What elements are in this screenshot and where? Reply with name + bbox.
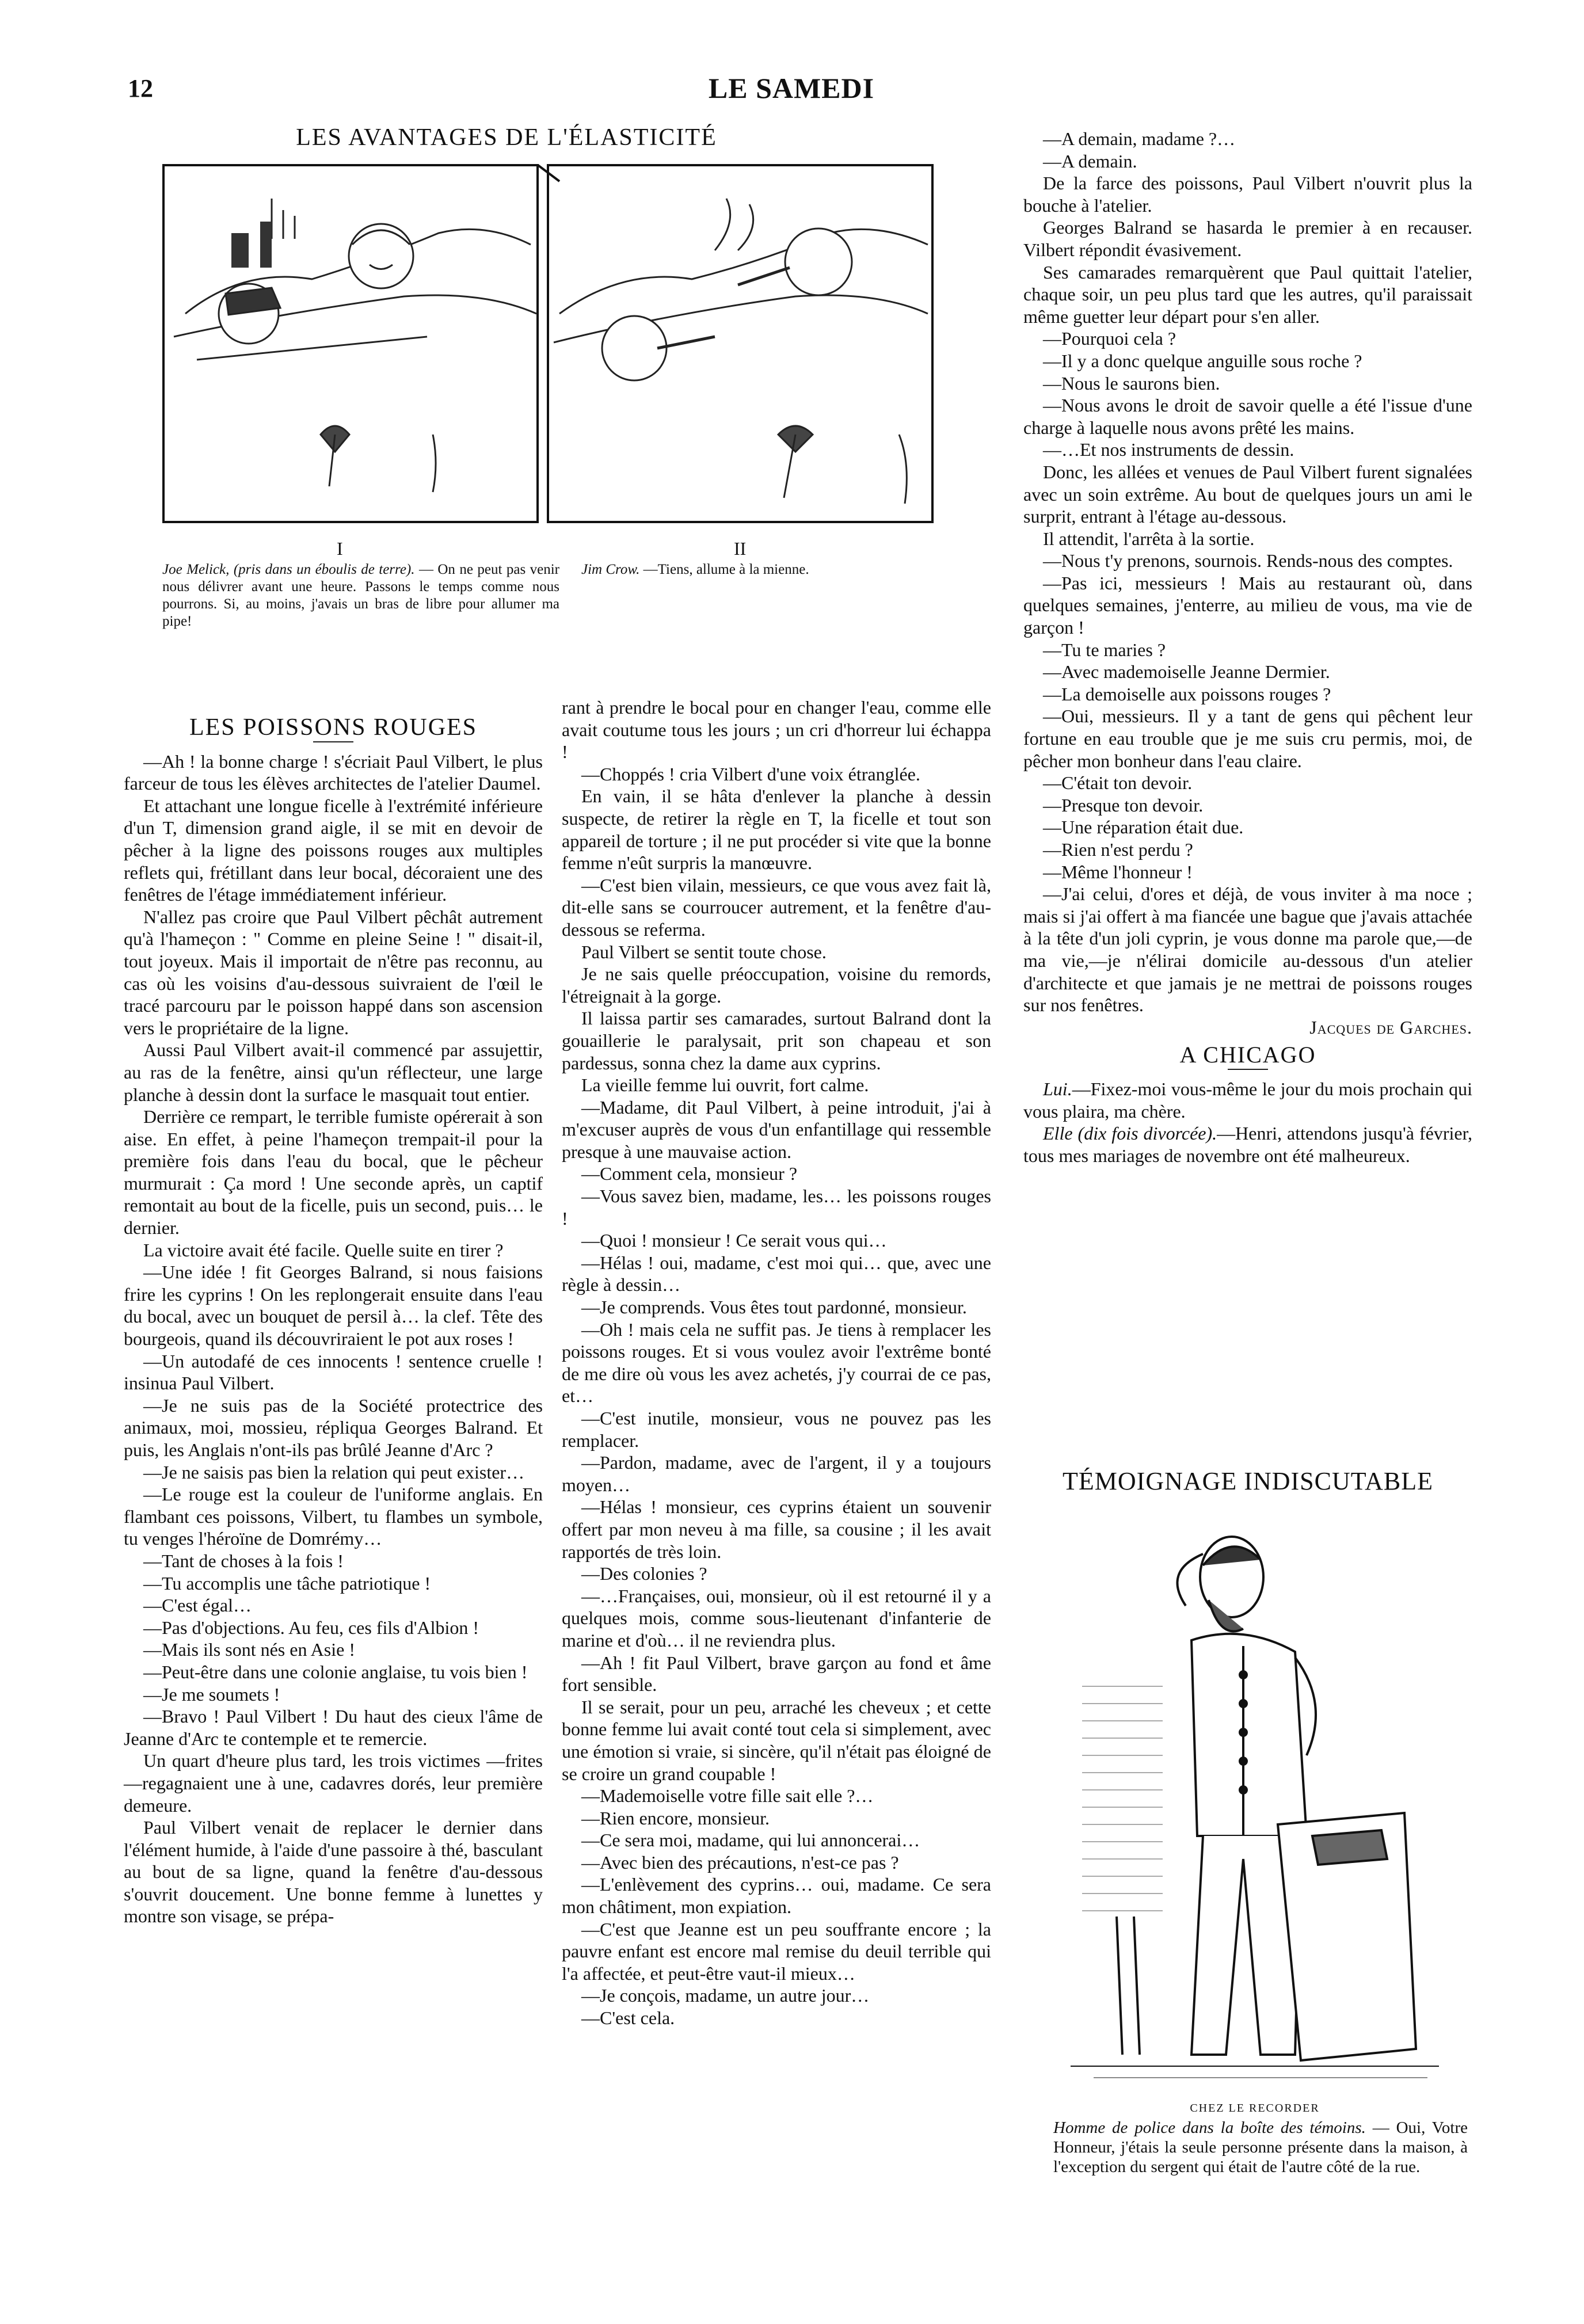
- chicago-line-1: [1023, 1078, 1472, 1122]
- story-paragraph: —Nous le saurons bien.: [1043, 372, 1220, 394]
- story-paragraph: —Oui, messieurs. Il y a tant de gens qui pêchent leur fortune en eau trouble que je me suis cru permis, moi, de pêcher mon bonheur dans l'eau claire.: [1023, 706, 1472, 771]
- story-paragraph: —C'est égal…: [143, 1595, 252, 1616]
- panel-1-numeral: I: [337, 538, 343, 559]
- story-paragraph: —Une idée ! fit Georges Balrand, si nous faisions frire les cyprins ! On les replongerait ensuite dans l'eau du bocal, avec un bouquet de persil à… la clef. Tête des bourgeois, quand ils découvriraient le pot aux roses !: [124, 1262, 543, 1350]
- story-paragraph: —C'est bien vilain, messieurs, ce que vous avez fait là, dit-elle sans se courroucer autrement, et la fenêtre d'au-dessous se referma.: [562, 874, 991, 940]
- story-paragraph: Je ne sais quelle préoccupation, voisine du remords, l'étreignait à la gorge.: [562, 963, 991, 1007]
- story-signature: Jacques de Garches.: [1309, 1016, 1472, 1038]
- story-paragraph: Georges Balrand se hasarda le premier à en recauser. Vilbert répondit évasivement.: [1023, 217, 1472, 260]
- story-paragraph: Paul Vilbert se sentit toute chose.: [581, 941, 827, 962]
- chicago-speaker-1: Lui.: [1043, 1078, 1072, 1099]
- story-paragraph: —…Françaises, oui, monsieur, où il est retourné il y a quelques mois, comme sous-lieutenant d'infanterie de marine et d'où… il ne reviendra plus.: [562, 1585, 991, 1651]
- story-paragraph: —Mais ils sont nés en Asie !: [143, 1639, 355, 1660]
- chicago-speaker-2: Elle (dix fois divorcée).: [1043, 1123, 1217, 1144]
- story-paragraph: —Il y a donc quelque anguille sous roche ?: [1043, 350, 1362, 371]
- story-paragraph: La vieille femme lui ouvrit, fort calme.: [581, 1075, 869, 1096]
- story-paragraph: —Rien n'est perdu ?: [1043, 839, 1193, 860]
- panel-1-speaker: Joe Melick, (pris dans un éboulis de terre).: [162, 562, 415, 577]
- story-paragraph: —Tu accomplis une tâche patriotique !: [143, 1572, 431, 1594]
- story-paragraph: —C'est cela.: [581, 2007, 675, 2029]
- story-paragraph: —Une réparation était due.: [1043, 817, 1244, 838]
- story-paragraph: —J'ai celui, d'ores et déjà, de vous inviter à ma noce ; mais si j'ai offert à ma fiancée une bague que j'avais attachée à la tête d'un joli cyprin, je vous donne ma parole que,—de ma vie,—je n'élirai domicile au-dessous d'un atelier d'architecte et que jamais je ne mettrai de poissons rouges sur nos fenêtres.: [1023, 883, 1472, 1016]
- story-col2-text: [562, 696, 991, 2029]
- panel-2-numeral: II: [734, 538, 747, 559]
- story-paragraph: Il attendit, l'arrêta à la sortie.: [1043, 528, 1255, 549]
- story-paragraph: —Je comprends. Vous êtes tout pardonné, monsieur.: [581, 1297, 967, 1318]
- panel-2-speaker: Jim Crow.: [581, 562, 640, 577]
- story-paragraph: —Pas d'objections. Au feu, ces fils d'Albion !: [143, 1617, 479, 1638]
- story-paragraph: —Tant de choses à la fois !: [143, 1550, 344, 1571]
- story-paragraph: —Je conçois, madame, un autre jour…: [581, 1985, 870, 2006]
- story-paragraph: —Même l'honneur !: [1043, 861, 1193, 882]
- story-paragraph: —La demoiselle aux poissons rouges ?: [1043, 683, 1331, 704]
- story-paragraph: —Ah ! la bonne charge ! s'écriait Paul Vilbert, le plus farceur de tous les élèves architectes de l'atelier Daumel.: [124, 750, 543, 794]
- panel-2-text: —Tiens, allume à la mienne.: [643, 562, 809, 577]
- story-paragraph: —Ce sera moi, madame, qui lui annoncerai…: [581, 1830, 920, 1851]
- chicago-title: A CHICAGO: [1179, 1042, 1316, 1068]
- panel-2-caption: [581, 561, 927, 578]
- story-paragraph: —Des colonies ?: [581, 1563, 707, 1584]
- story-col3-text: [1023, 128, 1472, 1016]
- title-rule: [313, 741, 353, 742]
- story-col1-text: [124, 750, 543, 1927]
- story-paragraph: —Bravo ! Paul Vilbert ! Du haut des cieux l'âme de Jeanne d'Arc te contemple et te remercie.: [124, 1706, 543, 1749]
- temoignage-text: — Oui, Votre Honneur, j'étais la seule personne présente dans la maison, à l'exception du sergent qui était de l'autre côté de la rue.: [1053, 2119, 1468, 2176]
- story-paragraph: Il se serait, pour un peu, arraché les cheveux ; et cette bonne femme lui avait conté tout cela si simplement, avec une émotion si vraie, si sincère, qu'il n'était pas éloigné de se croire un grand coupable !: [562, 1696, 991, 1784]
- story-paragraph: —Je me soumets !: [143, 1683, 280, 1705]
- panel-1-caption: [162, 561, 559, 630]
- story-column-1: [124, 714, 543, 1927]
- temoignage-title: TÉMOIGNAGE INDISCUTABLE: [1063, 1467, 1433, 1495]
- story-column-2: [562, 696, 991, 2029]
- chicago-text-2: —Henri, attendons jusqu'à février, tous mes mariages de novembre ont été malheureux.: [1023, 1123, 1473, 1166]
- story-paragraph: N'allez pas croire que Paul Vilbert pêchât autrement qu'à l'hameçon : " Comme en pleine Seine ! " disait-il, tout joyeux. Mais il importait de n'être pas reconnu, au cas où les voisins d'au-dessous suivraient de l'œil le tracé parcouru par le poisson happé dans son ascension vers le propriétaire de la ligne.: [124, 906, 543, 1038]
- story-paragraph: —Avec bien des précautions, n'est-ce pas ?: [581, 1851, 899, 1873]
- story-paragraph: —L'enlèvement des cyprins… oui, madame. Ce sera mon châtiment, mon expiation.: [562, 1874, 991, 1918]
- story-paragraph: —C'est que Jeanne est un peu souffrante encore ; la pauvre enfant est encore mal remise du deuil terrible qui l'a affectée, et peut-être vaut-il mieux…: [562, 1918, 991, 1984]
- story-paragraph: —Le rouge est la couleur de l'uniforme anglais. En flambant ces poissons, Vilbert, tu flambes un symbole, tu venges l'héroïne de Domrémy…: [124, 1484, 543, 1549]
- story-paragraph: —Pourquoi cela ?: [1043, 328, 1176, 349]
- chicago-line-2: [1023, 1122, 1472, 1167]
- temoignage-speaker: Homme de police dans la boîte des témoins.: [1053, 2119, 1366, 2137]
- story-paragraph: —Comment cela, monsieur ?: [581, 1163, 798, 1184]
- story-paragraph: —C'est inutile, monsieur, vous ne pouvez pas les remplacer.: [562, 1408, 991, 1451]
- story-paragraph: —Nous t'y prenons, sournois. Rends-nous des comptes.: [1043, 550, 1453, 572]
- story-paragraph: Donc, les allées et venues de Paul Vilbert furent signalées avec un soin extrême. Au bout de quelques jours un ami le surprit, entrant à l'étage au-dessous.: [1023, 461, 1472, 527]
- story-paragraph: Un quart d'heure plus tard, les trois victimes —frites—regagnaient une à une, cadavres dorés, leur première demeure.: [124, 1750, 543, 1816]
- story-paragraph: rant à prendre le bocal pour en changer l'eau, comme elle avait coutume tous les jours ; un cri d'horreur lui échappa !: [562, 697, 991, 763]
- temoignage-caption: [1053, 2118, 1468, 2177]
- story-paragraph: Derrière ce rempart, le terrible fumiste opérerait à son aise. En effet, à peine l'hameçon trempait-il pour la première fois dans l'eau du bocal, que le pêcheur murmurait : Ça mord ! Une seconde après, un captif remontait au bout de la ficelle, puis un second, puis… le dernier.: [124, 1106, 543, 1239]
- story-paragraph: —Ah ! fit Paul Vilbert, brave garçon au fond et âme fort sensible.: [562, 1652, 991, 1696]
- story-paragraph: —Choppés ! cria Vilbert d'une voix étranglée.: [581, 763, 920, 784]
- story-paragraph: Ses camarades remarquèrent que Paul quittait l'atelier, chaque soir, un peu plus tard que les autres, qu'il paraissait même guetter leur départ pour s'en aller.: [1023, 261, 1472, 327]
- story-paragraph: —Un autodafé de ces innocents ! sentence cruelle ! insinua Paul Vilbert.: [124, 1350, 543, 1394]
- story-paragraph: —Pardon, madame, avec de l'argent, il y a toujours moyen…: [562, 1452, 991, 1495]
- temoignage-caption-heading: CHEZ LE RECORDER: [1190, 2102, 1320, 2115]
- story-paragraph: —Rien encore, monsieur.: [581, 1807, 770, 1828]
- story-paragraph: —Quoi ! monsieur ! Ce serait vous qui…: [581, 1230, 887, 1251]
- story-paragraph: —Oh ! mais cela ne suffit pas. Je tiens à remplacer les poissons rouges. Et si vous voulez avoir l'extrême bonté de me dire où vous les avez achetés, j'y courrai de ce pas, et…: [562, 1319, 991, 1407]
- story-paragraph: Et attachant une longue ficelle à l'extrémité inférieure d'un T, dimension grand aigle, il se mit en devoir de pêcher à la ligne des poissons rouges aux multiples reflets qui, frétillant dans leur bocal, décoraient une des fenêtres de l'étage immédiatement inférieur.: [124, 795, 543, 905]
- story-paragraph: —Mademoiselle votre fille sait elle ?…: [581, 1785, 874, 1807]
- story-paragraph: De la farce des poissons, Paul Vilbert n'ouvrit plus la bouche à l'atelier.: [1023, 173, 1472, 216]
- comic-illustration: [162, 164, 934, 532]
- story-paragraph: —A demain, madame ?…: [1043, 128, 1236, 149]
- story-paragraph: Paul Vilbert venait de replacer le dernier dans l'élément humide, à l'aide d'une passoire à thé, basculant au bout de sa ligne, quand la fenêtre d'au-dessous s'ouvrit doucement. Une bonne femme à lunettes y montre son visage, se prépa-: [124, 1817, 543, 1927]
- story-column-3: [1023, 128, 1472, 1167]
- chicago-rule: [1228, 1069, 1268, 1070]
- panel-1-text: — On ne peut pas venir nous délivrer avant une heure. Passons le temps comme nous pourrons. Si, au moins, j'avais un bras de libre pour allumer ma pipe!: [162, 562, 559, 629]
- story-paragraph: —Avec mademoiselle Jeanne Dermier.: [1043, 661, 1330, 683]
- story-paragraph: —…Et nos instruments de dessin.: [1043, 439, 1294, 460]
- story-paragraph: —A demain.: [1043, 150, 1137, 172]
- story-paragraph: —Madame, dit Paul Vilbert, à peine introduit, j'ai à m'excuser auprès de vous d'un enfantillage qui ressemble presque à une mauvaise action.: [562, 1096, 991, 1162]
- comic-title: LES AVANTAGES DE L'ÉLASTICITÉ: [296, 124, 717, 151]
- story-paragraph: La victoire avait été facile. Quelle suite en tirer ?: [143, 1239, 504, 1260]
- story-paragraph: Aussi Paul Vilbert avait-il commencé par assujettir, au ras de la fenêtre, ainsi qu'un réflecteur, une large planche à dessin dont la surface le masquait tout entier.: [124, 1039, 543, 1105]
- chicago-text-1: —Fixez-moi vous-même le jour du mois prochain qui vous plaira, ma chère.: [1023, 1078, 1472, 1122]
- policeman-illustration: [1059, 1514, 1450, 2101]
- journal-title: LE SAMEDI: [708, 72, 875, 104]
- story-paragraph: —Presque ton devoir.: [1043, 794, 1204, 816]
- story-title: LES POISSONS ROUGES: [189, 714, 478, 741]
- page-number: 12: [128, 74, 153, 102]
- story-paragraph: —Hélas ! monsieur, ces cyprins étaient un souvenir offert par mon neveu à ma fille, sa cousine ; il les avait rapportés de très loin.: [562, 1496, 991, 1562]
- story-paragraph: —Je ne suis pas de la Société protectrice des animaux, moi, mossieu, répliqua Georges Balrand. Et puis, les Anglais n'ont-ils pas brûlé Jeanne d'Arc ?: [124, 1395, 543, 1460]
- story-paragraph: —Peut-être dans une colonie anglaise, tu vois bien !: [143, 1661, 528, 1682]
- story-paragraph: Il laissa partir ses camarades, surtout Balrand dont la gouaillerie le paralysait, prit son chapeau et son pardessus, sonna chez la dame aux cyprins.: [562, 1008, 991, 1073]
- story-paragraph: —C'était ton devoir.: [1043, 772, 1193, 794]
- story-paragraph: —Pas ici, messieurs ! Mais au restaurant où, dans quelques semaines, j'enterre, au milieu de vous, ma vie de garçon !: [1023, 572, 1472, 638]
- story-paragraph: —Nous avons le droit de savoir quelle a été l'issue d'une charge à laquelle nous avons prêté les mains.: [1023, 395, 1472, 438]
- story-paragraph: —Vous savez bien, madame, les… les poissons rouges !: [562, 1186, 991, 1229]
- story-paragraph: —Hélas ! oui, madame, c'est moi qui… que, avec une règle à dessin…: [562, 1252, 991, 1296]
- story-paragraph: —Je ne saisis pas bien la relation qui peut exister…: [143, 1461, 525, 1483]
- story-paragraph: —Tu te maries ?: [1043, 639, 1166, 660]
- story-paragraph: En vain, il se hâta d'enlever la planche à dessin suspecte, de retirer la règle en T, la ficelle et tout son appareil de torture ; il ne put procéder si vite que la bonne femme n'eût surpris la manœuvre.: [562, 786, 991, 874]
